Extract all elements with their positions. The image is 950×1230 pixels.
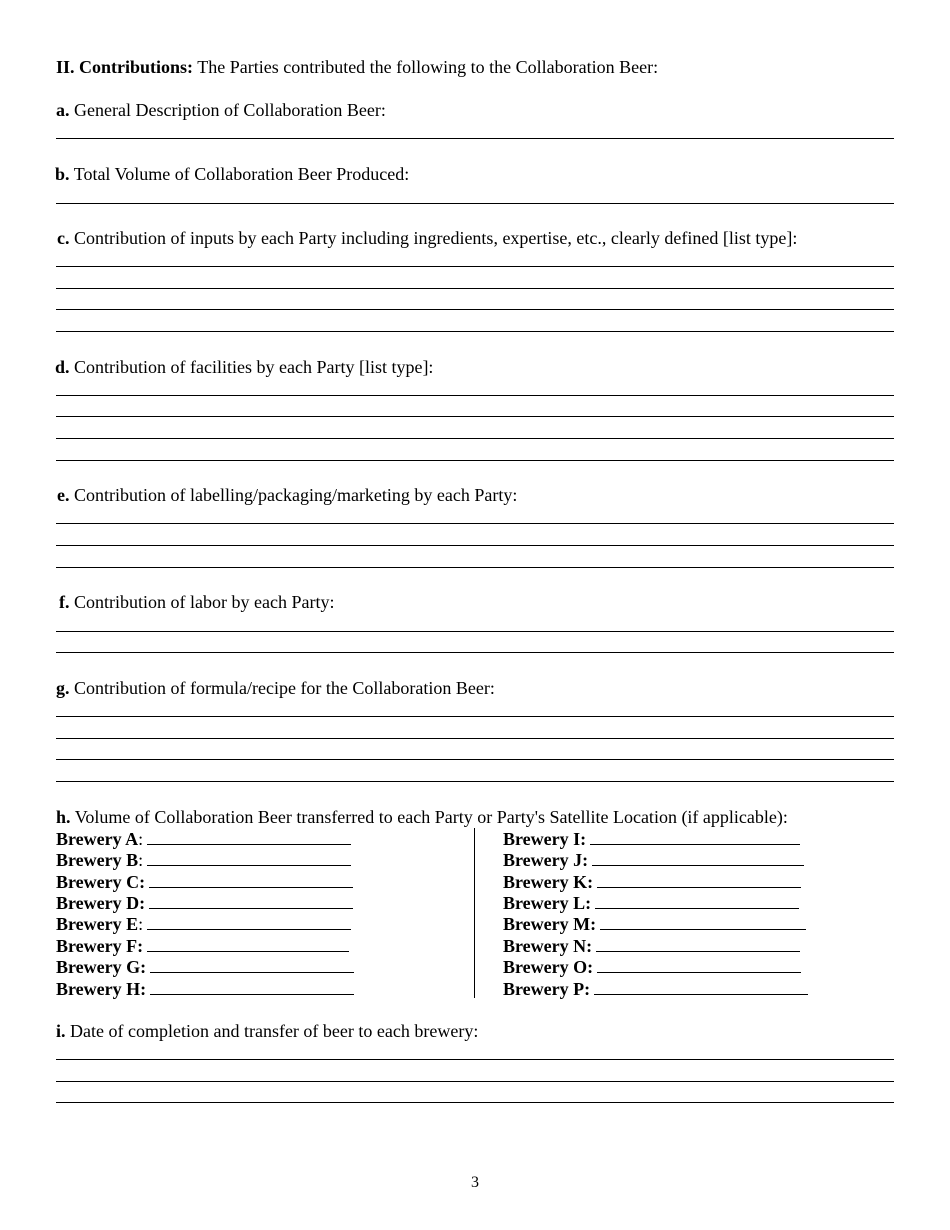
item-e-blank-line[interactable] (56, 567, 894, 568)
brewery-row-f (56, 935, 349, 956)
brewery-d-blank[interactable] (149, 892, 353, 909)
section-title: Contributions: (79, 57, 194, 77)
page-number: 3 (471, 1174, 479, 1191)
item-g-blank-line[interactable] (56, 781, 894, 782)
brewery-name: Brewery G: (56, 957, 147, 977)
section-intro: The Parties contributed the following to the Collaboration Beer: (197, 57, 659, 77)
item-letter: i. (56, 1021, 66, 1041)
item-text: Total Volume of Collaboration Beer Produced: (73, 164, 410, 184)
brewery-name: Brewery N: (503, 936, 593, 956)
item-f-label (59, 592, 334, 612)
brewery-name: Brewery P: (503, 979, 591, 999)
item-text: General Description of Collaboration Beer: (74, 100, 386, 120)
brewery-a-blank[interactable] (147, 828, 351, 845)
brewery-row-k (503, 871, 801, 892)
brewery-name: Brewery K: (503, 872, 594, 892)
brewery-row-e (56, 913, 351, 934)
item-text: Contribution of formula/recipe for the Collaboration Beer: (74, 678, 495, 698)
brewery-name: Brewery E (56, 914, 139, 934)
brewery-row-b (56, 849, 351, 870)
item-i-blank-line[interactable] (56, 1059, 894, 1060)
brewery-e-blank[interactable] (147, 913, 351, 930)
brewery-row-c (56, 871, 353, 892)
item-d-blank-line[interactable] (56, 395, 894, 396)
brewery-row-n (503, 935, 800, 956)
item-f-blank-line[interactable] (56, 631, 894, 632)
brewery-row-p (503, 978, 808, 999)
item-text: Date of completion and transfer of beer to each brewery: (70, 1021, 479, 1041)
item-f-blank-line[interactable] (56, 652, 894, 653)
brewery-name: Brewery A (56, 829, 139, 849)
item-g-blank-line[interactable] (56, 738, 894, 739)
item-text: Contribution of facilities by each Party [list type]: (74, 357, 434, 377)
brewery-name: Brewery I: (503, 829, 587, 849)
item-d-blank-line[interactable] (56, 416, 894, 417)
item-c-blank-line[interactable] (56, 288, 894, 289)
brewery-o-blank[interactable] (597, 956, 801, 973)
item-text: Contribution of labelling/packaging/marketing by each Party: (74, 485, 518, 505)
item-c-blank-line[interactable] (56, 266, 894, 267)
brewery-row-i (503, 828, 800, 849)
column-divider (474, 828, 475, 998)
brewery-row-g (56, 956, 354, 977)
brewery-f-blank[interactable] (147, 935, 349, 952)
brewery-b-blank[interactable] (147, 849, 351, 866)
item-text: Volume of Collaboration Beer transferred to each Party or Party's Satellite Location (if applicable): (74, 807, 788, 827)
brewery-colon: : (138, 914, 144, 934)
item-c-blank-line[interactable] (56, 309, 894, 310)
brewery-name: Brewery L: (503, 893, 592, 913)
brewery-name: Brewery J: (503, 850, 589, 870)
item-letter: d. (55, 357, 70, 377)
brewery-l-blank[interactable] (595, 892, 799, 909)
brewery-row-o (503, 956, 801, 977)
item-h-label (56, 807, 788, 827)
item-c-label (57, 228, 797, 248)
brewery-k-blank[interactable] (597, 871, 801, 888)
brewery-c-blank[interactable] (149, 871, 353, 888)
item-letter: b. (55, 164, 70, 184)
brewery-row-a (56, 828, 351, 849)
item-i-blank-line[interactable] (56, 1081, 894, 1082)
item-letter: h. (56, 807, 71, 827)
item-text: Contribution of inputs by each Party including ingredients, expertise, etc., clearly defined [list type]: (74, 228, 798, 248)
brewery-name: Brewery O: (503, 957, 594, 977)
item-text: Contribution of labor by each Party: (74, 592, 335, 612)
item-b-label (55, 164, 409, 184)
item-c-blank-line[interactable] (56, 331, 894, 332)
brewery-row-h (56, 978, 354, 999)
brewery-row-j (503, 849, 804, 870)
brewery-p-blank[interactable] (594, 978, 808, 995)
item-g-label (56, 678, 495, 698)
brewery-colon: : (138, 829, 144, 849)
section-number: II. (56, 57, 75, 77)
item-g-blank-line[interactable] (56, 759, 894, 760)
brewery-g-blank[interactable] (150, 956, 354, 973)
brewery-name: Brewery F: (56, 936, 144, 956)
item-letter: a. (56, 100, 70, 120)
brewery-n-blank[interactable] (596, 935, 800, 952)
item-letter: g. (56, 678, 70, 698)
item-a-blank-line[interactable] (56, 138, 894, 139)
brewery-row-m (503, 913, 806, 934)
brewery-m-blank[interactable] (600, 913, 806, 930)
brewery-name: Brewery D: (56, 893, 146, 913)
item-d-blank-line[interactable] (56, 460, 894, 461)
section-heading (56, 57, 658, 77)
brewery-i-blank[interactable] (590, 828, 800, 845)
brewery-row-l (503, 892, 799, 913)
item-g-blank-line[interactable] (56, 716, 894, 717)
item-letter: f. (59, 592, 70, 612)
item-d-blank-line[interactable] (56, 438, 894, 439)
item-a-label (56, 100, 386, 120)
item-letter: c. (57, 228, 70, 248)
brewery-name: Brewery H: (56, 979, 147, 999)
brewery-colon: : (138, 850, 144, 870)
brewery-name: Brewery M: (503, 914, 597, 934)
brewery-name: Brewery C: (56, 872, 146, 892)
item-letter: e. (57, 485, 70, 505)
item-d-label (55, 357, 433, 377)
item-i-label (56, 1021, 478, 1041)
item-b-blank-line[interactable] (56, 203, 894, 204)
brewery-name: Brewery B (56, 850, 139, 870)
item-e-blank-line[interactable] (56, 545, 894, 546)
item-i-blank-line[interactable] (56, 1102, 894, 1103)
brewery-j-blank[interactable] (592, 849, 804, 866)
brewery-h-blank[interactable] (150, 978, 354, 995)
item-e-blank-line[interactable] (56, 523, 894, 524)
brewery-row-d (56, 892, 353, 913)
item-e-label (57, 485, 517, 505)
